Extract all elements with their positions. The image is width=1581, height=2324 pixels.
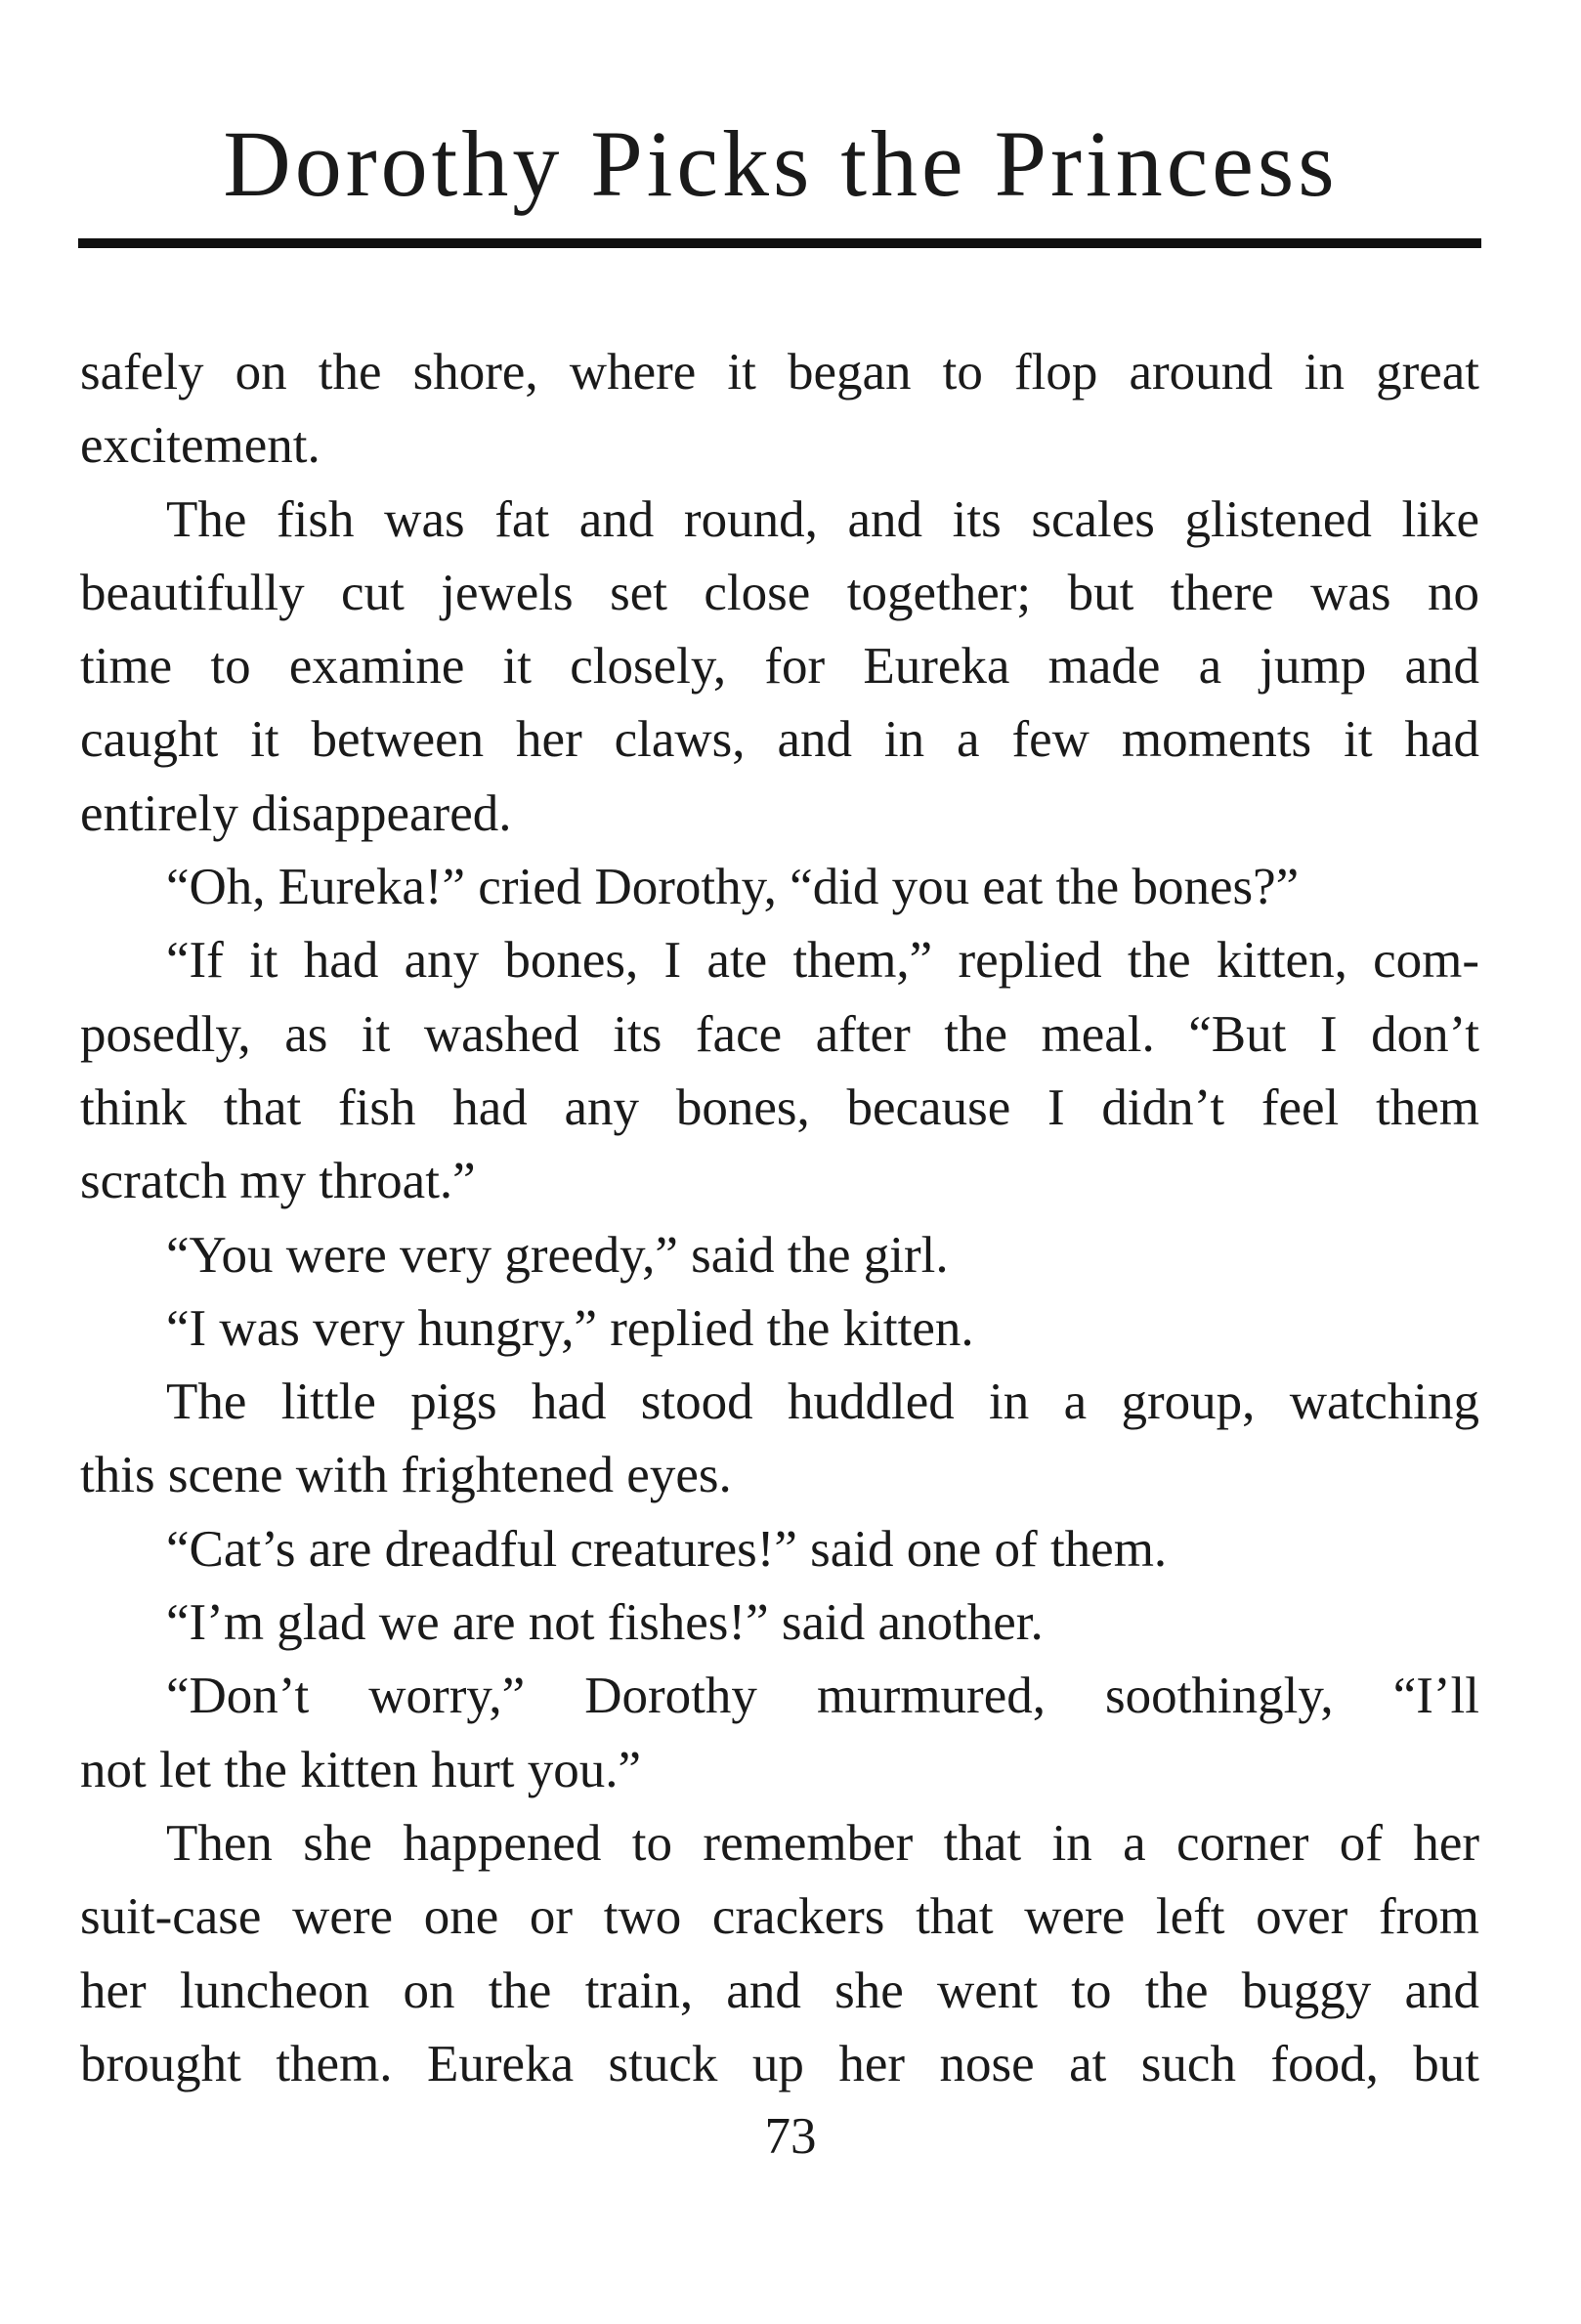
text-line: scratch my throat.”	[80, 1153, 476, 1210]
text-line: “If it had any bones, I ate them,” replied the kitten, com-	[166, 932, 1479, 990]
text-line: brought them. Eureka stuck up her nose at such food, but	[80, 2035, 1479, 2092]
text-line: “I’m glad we are not fishes!” said another.	[166, 1594, 1044, 1652]
header-rule	[78, 238, 1481, 248]
text-line: suit-case were one or two crackers that were left over from	[80, 1888, 1479, 1946]
text-line: posedly, as it washed its face after the meal. “But I don’t	[80, 1005, 1479, 1063]
text-line: entirely disappeared.	[80, 784, 512, 842]
text-line: safely on the shore, where it began to flop around in great	[80, 344, 1479, 401]
text-line: her luncheon on the train, and she went to the buggy and	[80, 1962, 1479, 2019]
text-line: “Don’t worry,” Dorothy murmured, soothingly, “I’ll	[166, 1668, 1479, 1725]
text-line: “I was very hungry,” replied the kitten.	[166, 1299, 974, 1357]
text-line: “Oh, Eureka!” cried Dorothy, “did you eat the bones?”	[166, 859, 1300, 916]
body-text	[80, 336, 1479, 2101]
text-line: “You were very greedy,” said the girl.	[166, 1226, 949, 1284]
text-line: “Cat’s are dreadful creatures!” said one of them.	[166, 1520, 1168, 1578]
text-line: not let the kitten hurt you.”	[80, 1741, 642, 1798]
text-line: excitement.	[80, 417, 320, 475]
page-number: 73	[764, 2108, 817, 2165]
text-line: Then she happened to remember that in a corner of her	[166, 1814, 1479, 1872]
text-line: The fish was fat and round, and its scales glistened like	[166, 490, 1479, 548]
text-line: think that fish had any bones, because I didn’t feel them	[80, 1078, 1479, 1136]
text-line: beautifully cut jewels set close together; but there was no	[80, 564, 1479, 621]
text-line: The little pigs had stood huddled in a group, watching	[166, 1373, 1479, 1431]
text-line: this scene with frightened eyes.	[80, 1447, 732, 1504]
text-line: caught it between her claws, and in a few moments it had	[80, 711, 1479, 769]
running-title: Dorothy Picks the Princess	[223, 111, 1339, 216]
text-line: time to examine it closely, for Eureka made a jump and	[80, 638, 1479, 696]
